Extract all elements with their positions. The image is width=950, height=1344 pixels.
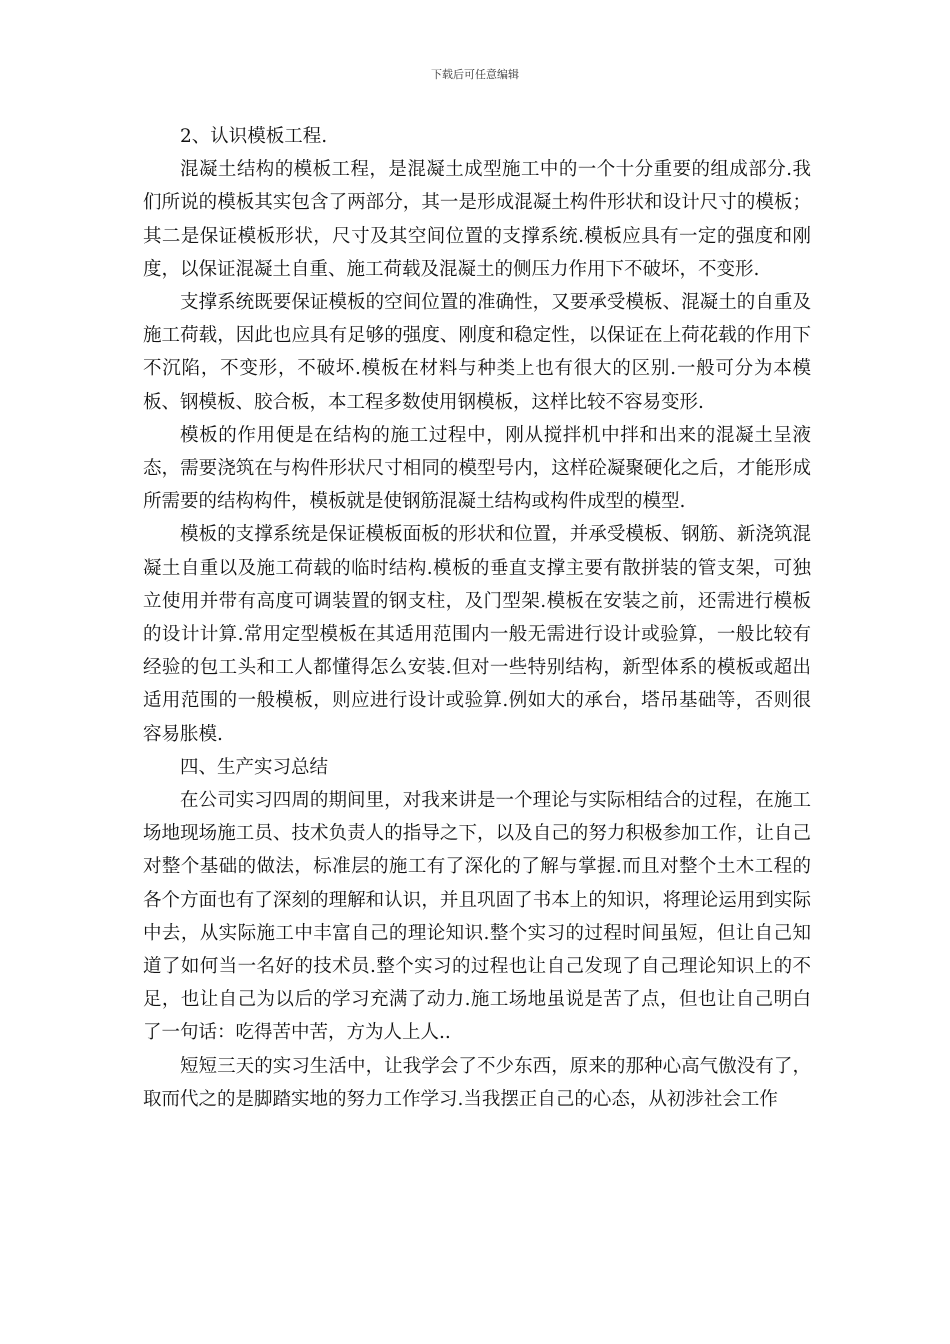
page-header-note: 下载后可任意编辑	[431, 68, 519, 81]
document-body	[143, 120, 811, 1116]
section-heading: 四、生产实习总结	[180, 756, 329, 778]
paragraph: 混凝土结构的模板工程，是混凝土成型施工中的一个十分重要的组成部分.我们所说的模板其实包含了两部分，其一是形成混凝土构件形状和设计尺寸的模板；其二是保证模板形状，尺寸及其空间位置的支撑系统.模板应具有一定的强度和刚度，以保证混凝土自重、施工荷载及混凝土的侧压力作用下不破坏，不变形.	[143, 159, 811, 280]
paragraph: 支撑系统既要保证模板的空间位置的准确性，又要承受模板、混凝土的自重及施工荷载，因此也应具有足够的强度、刚度和稳定性，以保证在上荷花载的作用下不沉陷，不变形，不破坏.模板在材料与种类上也有很大的区别.一般可分为本模板、钢模板、胶合板，本工程多数使用钢模板，这样比较不容易变形.	[143, 292, 811, 413]
paragraph: 2、认识模板工程.	[180, 126, 328, 147]
paragraph: 模板的作用便是在结构的施工过程中，刚从搅拌机中拌和出来的混凝土呈液态，需要浇筑在与构件形状尺寸相同的模型号内，这样砼凝聚硬化之后，才能形成所需要的结构构件，模板就是使钢筋混凝土结构或构件成型的模型.	[143, 424, 811, 513]
paragraph: 短短三天的实习生活中，让我学会了不少东西，原来的那种心高气傲没有了，取而代之的是脚踏实地的努力工作学习.当我摆正自己的心态，从初涉社会工作	[143, 1055, 811, 1110]
paragraph: 在公司实习四周的期间里，对我来讲是一个理论与实际相结合的过程，在施工场地现场施工员、技术负责人的指导之下，以及自己的努力积极参加工作，让自己对整个基础的做法，标准层的施工有了深化的了解与掌握.而且对整个土木工程的各个方面也有了深刻的理解和认识，并且巩固了书本上的知识，将理论运用到实际中去，从实际施工中丰富自己的理论知识.整个实习的过程时间虽短，但让自己知道了如何当一名好的技术员.整个实习的过程也让自己发现了自己理论知识上的不足，也让自己为以后的学习充满了动力.施工场地虽说是苦了点，但也让自己明白了一句话：吃得苦中苦，方为人上人..	[143, 790, 811, 1044]
paragraph: 模板的支撑系统是保证模板面板的形状和位置，并承受模板、钢筋、新浇筑混凝土自重以及施工荷载的临时结构.模板的垂直支撑主要有散拼装的管支架，可独立使用并带有高度可调装置的钢支柱，及门型架.模板在安装之前，还需进行模板的设计计算.常用定型模板在其适用范围内一般无需进行设计或验算，一般比较有经验的包工头和工人都懂得怎么安装.但对一些特别结构，新型体系的模板或超出适用范围的一般模板，则应进行设计或验算.例如大的承台，塔吊基础等，否则很容易胀模.	[143, 524, 811, 745]
